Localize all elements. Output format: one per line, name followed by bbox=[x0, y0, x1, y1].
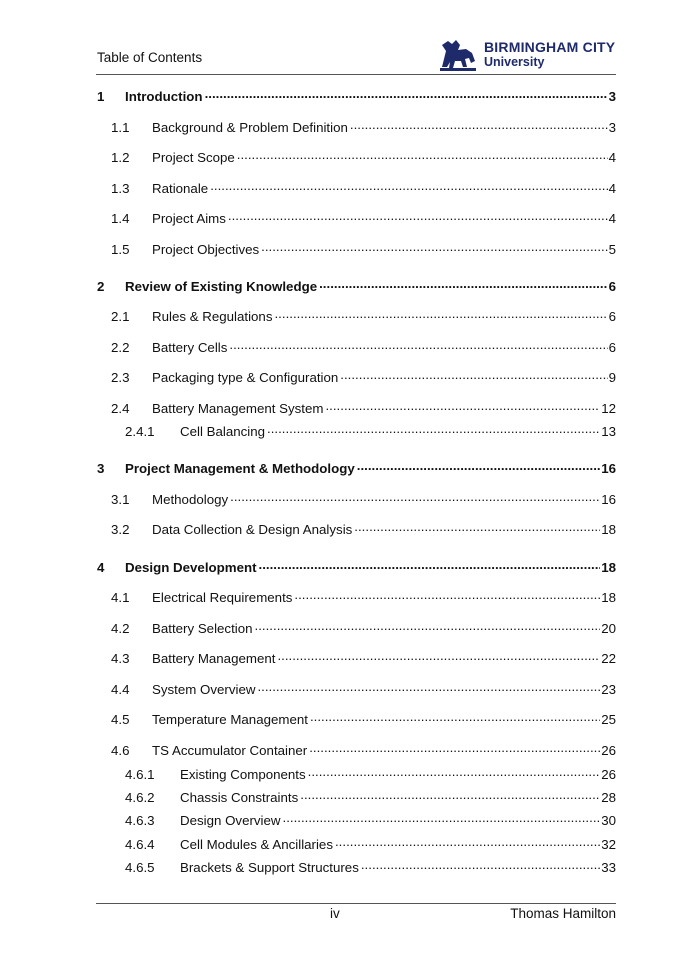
toc-dot-leader bbox=[230, 492, 600, 507]
toc-entry-number: 1.2 bbox=[111, 150, 130, 165]
toc-entry-title: Existing Components bbox=[180, 767, 306, 782]
toc-entry-page: 20 bbox=[601, 621, 616, 636]
toc-entry[interactable] bbox=[97, 560, 616, 578]
toc-entry[interactable] bbox=[97, 461, 616, 479]
toc-entry-number: 1.5 bbox=[111, 242, 130, 257]
toc-entry-title: Chassis Constraints bbox=[180, 790, 299, 805]
toc-dot-leader bbox=[274, 309, 607, 324]
toc-entry[interactable] bbox=[111, 370, 616, 388]
toc-entry-title: Introduction bbox=[125, 89, 203, 104]
toc-entry[interactable] bbox=[125, 767, 616, 785]
toc-entry-number: 2.1 bbox=[111, 309, 130, 324]
toc-entry-number: 4.6.1 bbox=[125, 767, 155, 782]
toc-entry-page: 9 bbox=[608, 370, 616, 385]
toc-dot-leader bbox=[229, 340, 607, 355]
toc-entry-number: 2.3 bbox=[111, 370, 130, 385]
toc-entry-page: 4 bbox=[608, 150, 616, 165]
toc-dot-leader bbox=[350, 120, 608, 135]
toc-entry-number: 1.3 bbox=[111, 181, 130, 196]
toc-dot-leader bbox=[361, 860, 600, 875]
toc-entry[interactable] bbox=[111, 712, 616, 730]
toc-entry-number: 4.6.2 bbox=[125, 790, 155, 805]
toc-entry[interactable] bbox=[111, 590, 616, 608]
toc-entry-number: 4.6.4 bbox=[125, 837, 155, 852]
toc-entry[interactable] bbox=[111, 150, 616, 168]
header-title: Table of Contents bbox=[97, 50, 203, 65]
toc-dot-leader bbox=[237, 150, 608, 165]
toc-entry[interactable] bbox=[125, 860, 616, 878]
toc-dot-leader bbox=[257, 682, 600, 697]
toc-entry-number: 2.4.1 bbox=[125, 424, 155, 439]
toc-entry-page: 6 bbox=[608, 340, 616, 355]
toc-entry-title: Project Management & Methodology bbox=[125, 461, 355, 476]
toc-entry-number: 1.1 bbox=[111, 120, 130, 135]
toc-entry-number: 4.5 bbox=[111, 712, 130, 727]
toc-entry-number: 2 bbox=[97, 279, 105, 294]
toc-entry[interactable] bbox=[111, 340, 616, 358]
toc-entry-page: 30 bbox=[601, 813, 616, 828]
toc-entry[interactable] bbox=[111, 242, 616, 260]
toc-entry-title: Battery Selection bbox=[152, 621, 253, 636]
toc-entry[interactable] bbox=[111, 120, 616, 138]
toc-entry[interactable] bbox=[125, 790, 616, 808]
toc-entry-page: 13 bbox=[601, 424, 616, 439]
toc-entry-number: 3.1 bbox=[111, 492, 130, 507]
toc-entry-page: 26 bbox=[601, 767, 616, 782]
toc-entry-title: Rationale bbox=[152, 181, 209, 196]
toc-entry-page: 18 bbox=[601, 560, 616, 575]
toc-entry-number: 4.1 bbox=[111, 590, 130, 605]
toc-entry[interactable] bbox=[111, 522, 616, 540]
toc-dot-leader bbox=[261, 242, 607, 257]
footer-rule bbox=[96, 903, 616, 904]
toc-dot-leader bbox=[310, 712, 600, 727]
toc-entry[interactable] bbox=[125, 837, 616, 855]
footer-page-number: iv bbox=[330, 906, 340, 921]
toc-dot-leader bbox=[267, 424, 600, 439]
toc-entry-page: 18 bbox=[601, 522, 616, 537]
logo-name: BIRMINGHAM CITY bbox=[484, 39, 616, 55]
toc-dot-leader bbox=[335, 837, 600, 852]
toc-entry-title: Design Development bbox=[125, 560, 257, 575]
toc-entry[interactable] bbox=[111, 211, 616, 229]
toc-entry[interactable] bbox=[111, 651, 616, 669]
toc-dot-leader bbox=[300, 790, 600, 805]
toc-entry-title: Brackets & Support Structures bbox=[180, 860, 359, 875]
toc-entry[interactable] bbox=[97, 89, 616, 107]
toc-dot-leader bbox=[325, 401, 600, 416]
toc-entry-title: Data Collection & Design Analysis bbox=[152, 522, 353, 537]
toc-entry[interactable] bbox=[111, 621, 616, 639]
toc-entry-title: Background & Problem Definition bbox=[152, 120, 348, 135]
toc-entry-page: 26 bbox=[601, 743, 616, 758]
toc-entry-page: 12 bbox=[601, 401, 616, 416]
toc-entry-page: 23 bbox=[601, 682, 616, 697]
toc-entry[interactable] bbox=[111, 401, 616, 419]
toc-entry[interactable] bbox=[125, 813, 616, 831]
toc-entry[interactable] bbox=[111, 181, 616, 199]
toc-entry-page: 4 bbox=[608, 181, 616, 196]
toc-entry-title: Packaging type & Configuration bbox=[152, 370, 339, 385]
toc-entry-title: Battery Management System bbox=[152, 401, 324, 416]
toc-entry-number: 3 bbox=[97, 461, 105, 476]
toc-entry-number: 4.6.3 bbox=[125, 813, 155, 828]
toc-entry-page: 16 bbox=[601, 461, 616, 476]
toc-entry-title: Review of Existing Knowledge bbox=[125, 279, 318, 294]
toc-dot-leader bbox=[277, 651, 600, 666]
toc-entry[interactable] bbox=[111, 309, 616, 327]
toc-entry-page: 3 bbox=[608, 120, 616, 135]
toc-entry-title: Rules & Regulations bbox=[152, 309, 273, 324]
toc-entry-page: 6 bbox=[608, 309, 616, 324]
toc-entry-title: System Overview bbox=[152, 682, 256, 697]
toc-dot-leader bbox=[210, 181, 607, 196]
toc-entry-number: 2.2 bbox=[111, 340, 130, 355]
toc-entry[interactable] bbox=[111, 492, 616, 510]
toc-entry-number: 3.2 bbox=[111, 522, 130, 537]
toc-dot-leader bbox=[319, 279, 607, 294]
toc-entry-page: 5 bbox=[608, 242, 616, 257]
toc-entry-page: 3 bbox=[608, 89, 616, 104]
toc-entry[interactable] bbox=[111, 743, 616, 761]
toc-entry-number: 4.6.5 bbox=[125, 860, 155, 875]
toc-entry-title: Cell Balancing bbox=[180, 424, 266, 439]
toc-entry-page: 32 bbox=[601, 837, 616, 852]
toc-entry-number: 4.6 bbox=[111, 743, 130, 758]
toc-dot-leader bbox=[354, 522, 600, 537]
toc-entry-page: 18 bbox=[601, 590, 616, 605]
toc-entry-number: 4.4 bbox=[111, 682, 130, 697]
toc-dot-leader bbox=[309, 743, 600, 758]
footer-author: Thomas Hamilton bbox=[510, 906, 616, 921]
toc-entry-title: Design Overview bbox=[180, 813, 281, 828]
toc-entry-page: 25 bbox=[601, 712, 616, 727]
toc-entry-title: Project Objectives bbox=[152, 242, 260, 257]
toc-entry-page: 16 bbox=[601, 492, 616, 507]
toc-entry-title: Project Scope bbox=[152, 150, 235, 165]
toc-dot-leader bbox=[294, 590, 600, 605]
toc-dot-leader bbox=[259, 560, 601, 575]
toc-entry[interactable] bbox=[97, 279, 616, 297]
toc-dot-leader bbox=[255, 621, 601, 636]
toc-entry[interactable] bbox=[125, 424, 616, 442]
toc-dot-leader bbox=[283, 813, 601, 828]
toc-entry-title: Battery Cells bbox=[152, 340, 228, 355]
toc-entry-title: Methodology bbox=[152, 492, 229, 507]
toc-dot-leader bbox=[357, 461, 600, 476]
toc-dot-leader bbox=[308, 767, 601, 782]
toc-entry-page: 33 bbox=[601, 860, 616, 875]
toc-entry-number: 1.4 bbox=[111, 211, 130, 226]
toc-entry-number: 4.2 bbox=[111, 621, 130, 636]
toc-entry-title: Electrical Requirements bbox=[152, 590, 293, 605]
logo-subname: University bbox=[484, 55, 545, 69]
toc-entry-page: 4 bbox=[608, 211, 616, 226]
toc-entry-number: 4.3 bbox=[111, 651, 130, 666]
toc-entry-number: 2.4 bbox=[111, 401, 130, 416]
toc-entry-title: Temperature Management bbox=[152, 712, 308, 727]
toc-dot-leader bbox=[205, 89, 608, 104]
toc-entry[interactable] bbox=[111, 682, 616, 700]
toc-entry-title: TS Accumulator Container bbox=[152, 743, 308, 758]
toc-entry-title: Project Aims bbox=[152, 211, 226, 226]
toc-entry-number: 4 bbox=[97, 560, 105, 575]
toc-entry-page: 6 bbox=[608, 279, 616, 294]
toc-dot-leader bbox=[228, 211, 608, 226]
toc-entry-title: Cell Modules & Ancillaries bbox=[180, 837, 333, 852]
toc-entry-page: 22 bbox=[601, 651, 616, 666]
toc-entry-number: 1 bbox=[97, 89, 105, 104]
toc-entry-page: 28 bbox=[601, 790, 616, 805]
toc-entry-title: Battery Management bbox=[152, 651, 276, 666]
toc-dot-leader bbox=[340, 370, 607, 385]
